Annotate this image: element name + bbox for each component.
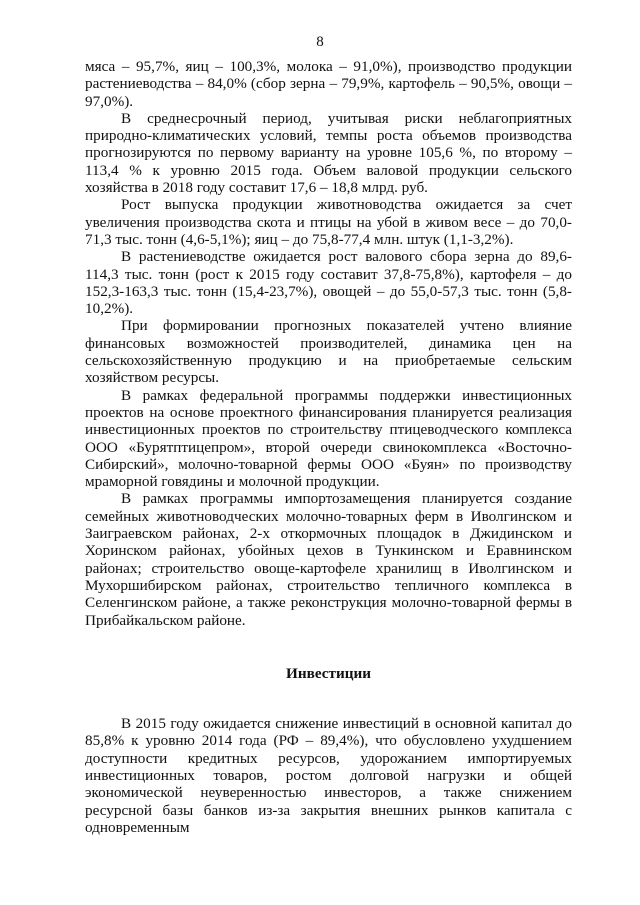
paragraph-investments-2015: В 2015 году ожидается снижение инвестиций в основной капитал до 85,8% к уровню 2014 года (РФ – 89,4%), что обусловлено ухудшением доступности кредитных ресурсов, удорожанием импортируемых инвестиционных товаров, ростом долговой нагрузки и общей экономической неуверенностью инвесторов, а также снижением ресурсной базы банков из-за закрытия внешних рынков капитала с одновременным [85,715,572,836]
document-body [85,58,572,836]
paragraph-forecast-factors: При формировании прогнозных показателей учтено влияние финансовых возможностей производителей, динамика цен на сельскохозяйственную продукцию и на приобретаемые сельским хозяйством ресурсы. [85,317,572,387]
paragraph-production-summary: мяса – 95,7%, яиц – 100,3%, молока – 91,0%), производство продукции растениеводства – 84,0% (сбор зерна – 79,9%, картофель – 90,5%, овощи – 97,0%). [85,58,572,110]
page-number: 8 [316,34,324,50]
paragraph-federal-program: В рамках федеральной программы поддержки инвестиционных проектов на основе проектного финансирования планируется реализация инвестиционных проектов по строительству птицеводческого комплекса ООО «Бурятптицепром», второй очереди свинокомплекса «Восточно-Сибирский», молочно-товарной фермы ООО «Буян» по производству мраморной говядины и молочной продукции. [85,386,572,491]
paragraph-crop-growth: В растениеводстве ожидается рост валового сбора зерна до 89,6-114,3 тыс. тонн (рост к 2015 году составит 37,8-75,8%), картофеля – до 152,3-163,3 тыс. тонн (15,4-23,7%), овощей – до 55,0-57,3 тыс. тонн (5,8-10,2%). [85,248,572,318]
paragraph-medium-term-forecast: В среднесрочный период, учитывая риски неблагоприятных природно-климатических условий, темпы роста объемов производства прогнозируются по первому варианту на уровне 105,6 %, по второму – 113,4 % к уровню 2015 года. Объем валовой продукции сельского хозяйства в 2018 году составит 17,6 – 18,8 млрд. руб. [85,109,572,197]
paragraph-livestock-growth: Рост выпуска продукции животноводства ожидается за счет увеличения производства скота и птицы на убой в живом весе – до 70,0-71,3 тыс. тонн (4,6-5,1%); яиц – до 75,8-77,4 млн. штук (1,1-3,2%). [85,196,572,248]
section-heading-investments: Инвестиции [286,664,371,682]
paragraph-import-substitution: В рамках программы импортозамещения планируется создание семейных животноводческих молочно-товарных ферм в Иволгинском и Заиграевском районах, 2-х откормочных площадок в Джидинском и Хоринском районах, убойных цехов в Тункинском и Еравнинском районах; строительство овоще-картофеле хранилищ в Иволгинском и Мухоршибирском районах, строительство тепличного комплекса в Селенгинском районе, а также реконструкция молочно-товарной фермы в Прибайкальском районе. [85,490,572,629]
